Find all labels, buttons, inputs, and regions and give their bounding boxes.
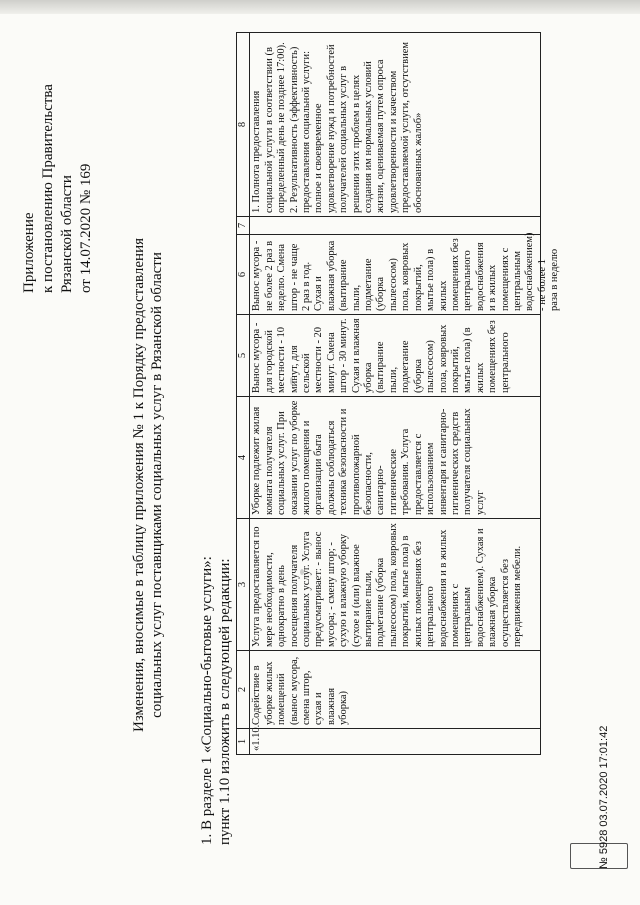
registration-number: № 5928 03.07.2020 17:01:42 <box>598 725 610 869</box>
appendix-line: к постановлению Правительства <box>40 84 56 293</box>
title-line: социальных услуг поставщиками социальных услуг в Рязанской области <box>149 252 165 718</box>
appendix-line: Приложение <box>21 212 37 293</box>
scan-speck <box>300 569 304 575</box>
appendix-line: от 14.07.2020 № 169 <box>78 163 94 293</box>
cell-service-conditions: Уборке подлежит жилая комната получателя социальных услуг. При оказании услуг по уборке жилого помещения и организации быта должны соблюдаться техника безопасности и противопожарной безопасности, санитарно-гигиенические требования. Услуга предоставляется с использованием инвентаря и санитарно-гигиенических средств получателя социальных услуг <box>251 400 486 515</box>
column-number: 7 <box>237 217 250 235</box>
cell-service-frequency: Вынос мусора - не более 2 раз в неделю. Смена штор - не чаще 2 раз в год. Сухая и влажная уборка (вытирание пыли, подметание (уборка пылесосом) пола, ковровых покрытий, мытье пола) в жилых помещениях без центрального водоснабжения и в жилых помещениях с центральным водоснабжением) - не более 1 раза в неделю <box>251 232 561 311</box>
scan-speck <box>290 377 293 385</box>
column-number: 4 <box>237 397 250 519</box>
appendix-line: Рязанской области <box>59 175 75 293</box>
section-line: 1. В разделе 1 «Социально-бытовые услуги»: <box>199 556 215 845</box>
column-number: 6 <box>237 235 250 315</box>
cell-service-description: Услуга предоставляется по мере необходимости, однократно в день посещения получателя социальных услуг. Услуга предусматривает: - вынос мусора; - смену штор; - сухую и влажную уборку (сухое и (или) влажное вытирание пыли, подметание (уборка пылесосом) пола, ковровых покрытий, мытье пола) в жилых помещениях без центрального водоснабжения и в жилых помещениях с центральным водоснабжением). Сухая и влажная уборка осуществляется без передвижения мебели. <box>251 523 523 647</box>
column-number: 2 <box>237 651 250 729</box>
cell-empty <box>251 220 539 231</box>
document-title <box>130 125 166 845</box>
table-row <box>250 33 541 755</box>
appendix-header <box>20 23 96 293</box>
column-number: 5 <box>237 315 250 397</box>
column-number: 8 <box>237 33 250 217</box>
column-number: 3 <box>237 519 250 651</box>
section-line: пункт 1.10 изложить в следующей редакции: <box>217 558 233 845</box>
cell-item-number: «1.10. <box>251 724 263 751</box>
section-heading <box>198 556 234 845</box>
column-number: 1 <box>237 729 250 755</box>
cell-service-name: Содействие в уборке жилых помещений (вынос мусора, смена штор, сухая и влажная уборка) <box>251 656 350 725</box>
cell-service-duration: Вынос мусора - для городской местности - 10 минут, для сельской местности - 20 минут. Смена штор - 30 минут. Сухая и влажная уборка (вытирание пыли, подметание (уборка пылесосом) пола, ковровых покрытий, мытье пола) (в жилых помещениях без центрального <box>251 318 511 393</box>
table-header-row <box>237 33 250 755</box>
cell-quality-indicators: 1. Полнота предоставления социальной услуги в соответствии (в определенный день не позднее 17:00). 2. Результативность (эффективность) предоставления социальной услуги: полное и своевременное удовлетворение нужд и потребностей получателей социальных услуг в решении этих проблем в целях создания им нормальных условий жизни, оцениваемая путем опроса удовлетворенности и качеством предоставляемой услуги, отсутствием обоснованных жалоб» <box>251 42 424 213</box>
title-line: Изменения, вносимые в таблицу приложения № 1 к Порядку предоставления <box>131 237 147 733</box>
services-table <box>236 32 561 755</box>
